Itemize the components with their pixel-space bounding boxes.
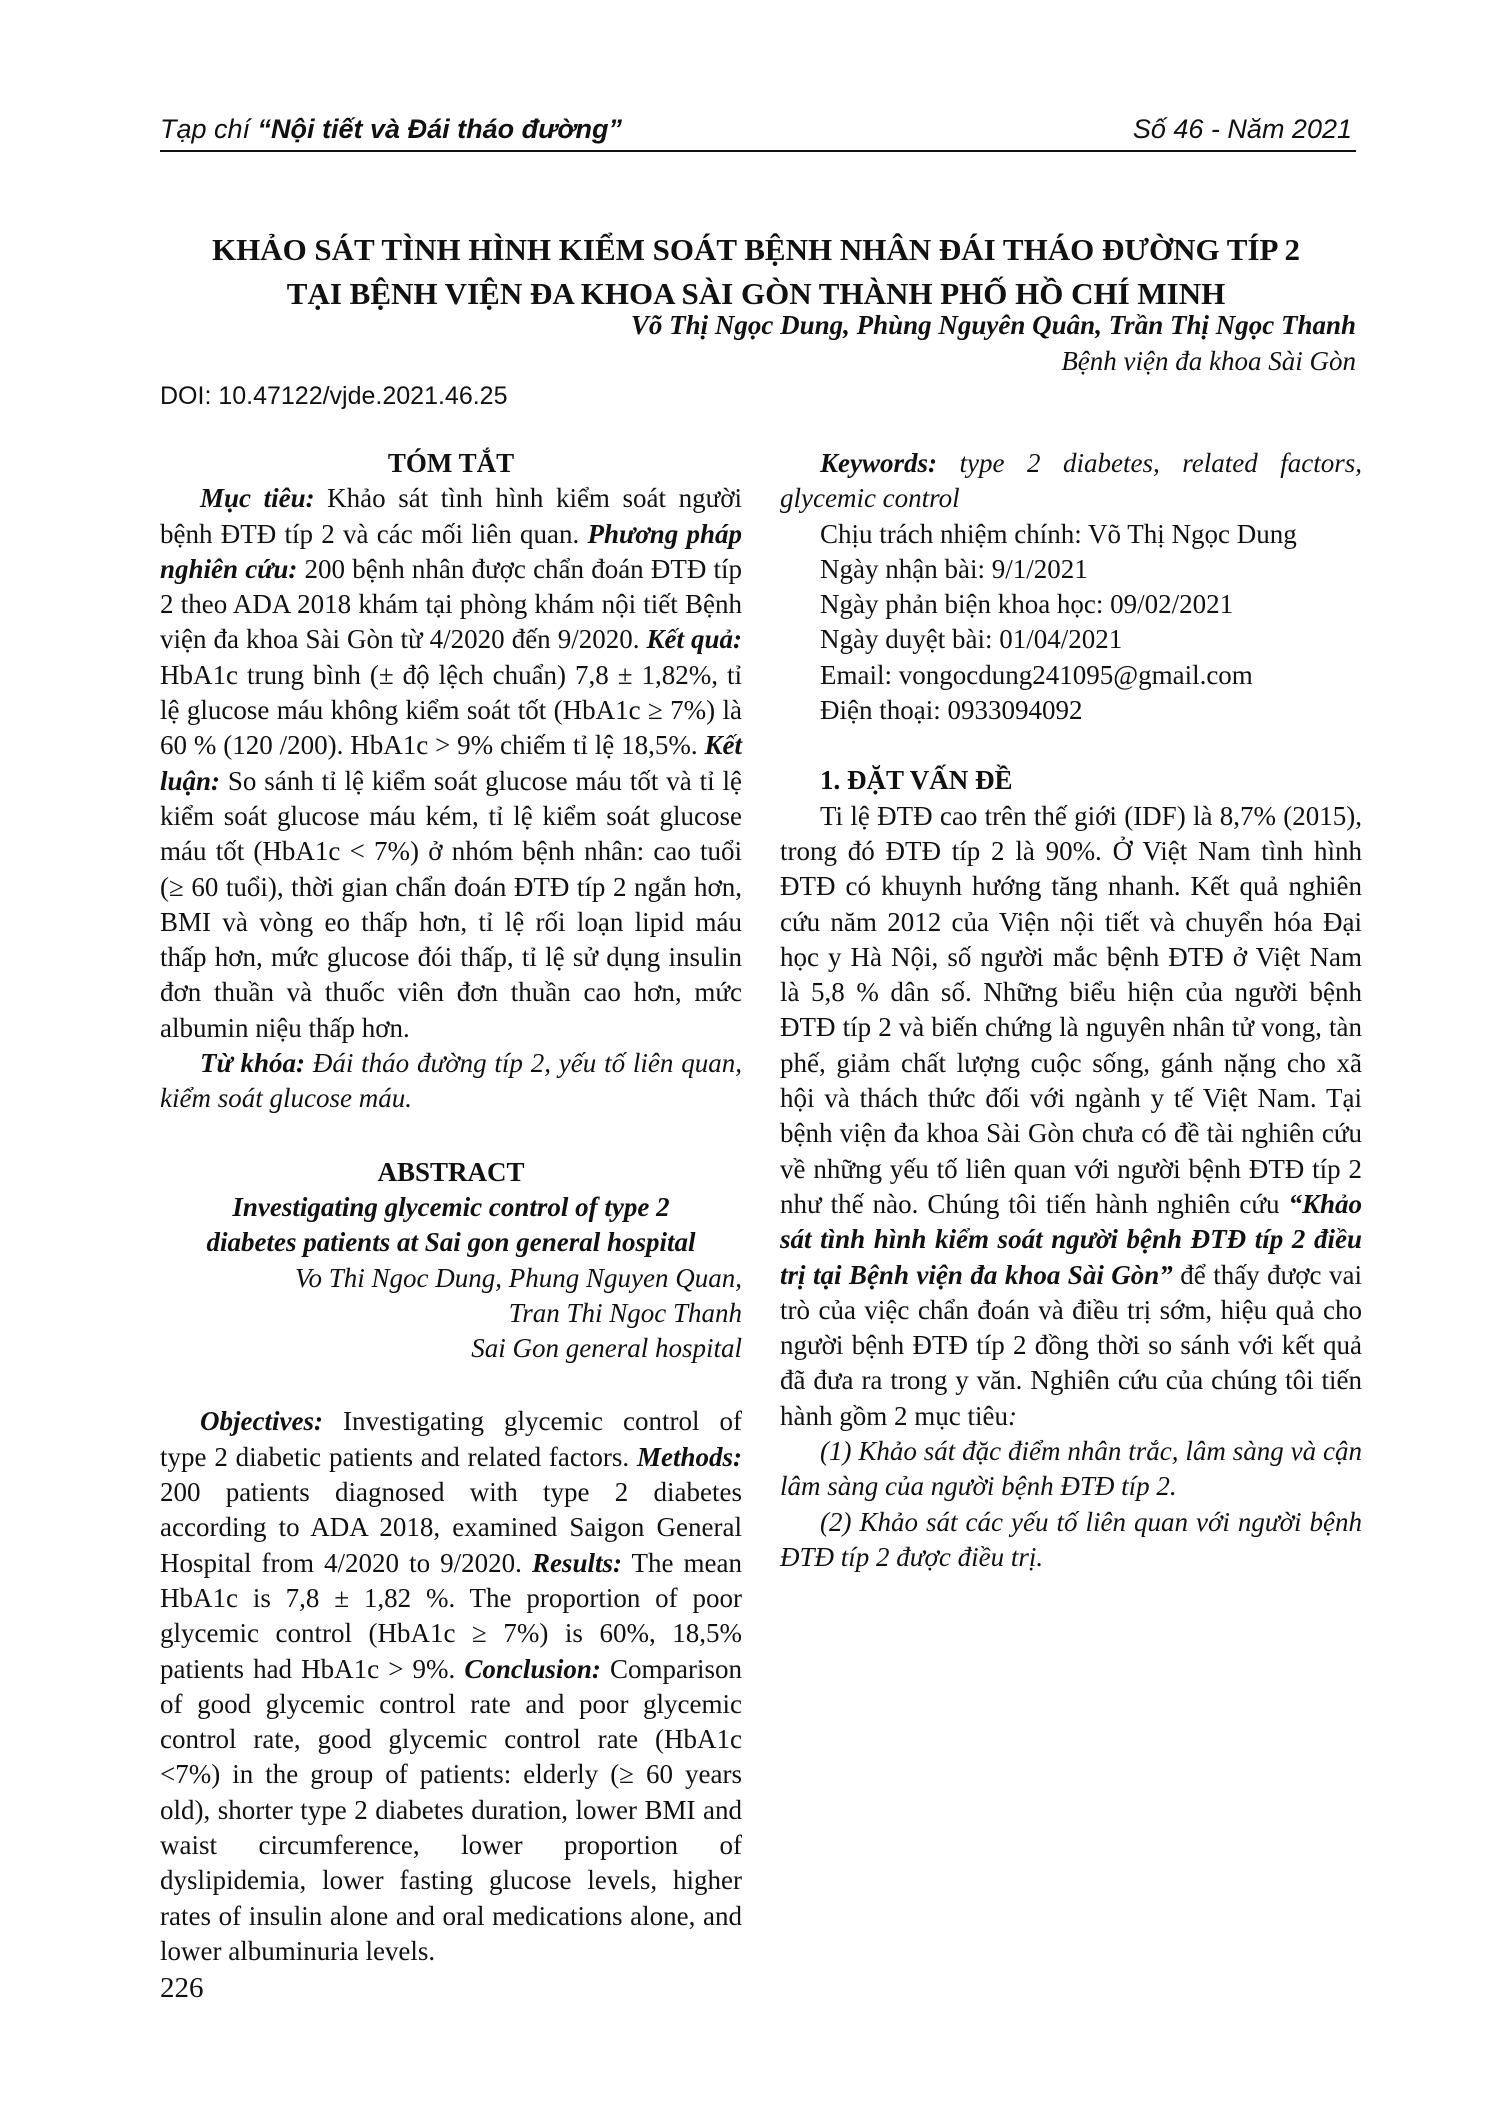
muctieu-text: Khảo sát tình hình kiểm soát người bệnh ĐTĐ típ 2 và các mối liên quan.	[160, 483, 742, 549]
conclusion-label: Conclusion:	[464, 1653, 601, 1684]
affiliation: Bệnh viện đa khoa Sài Gòn	[1061, 346, 1356, 376]
tomtat-body	[160, 481, 742, 1046]
abstract-affiliation: Sai Gon general hospital	[471, 1333, 742, 1364]
abstract-authors-1: Vo Thi Ngoc Dung, Phung Nguyen Quan,	[295, 1262, 742, 1293]
objectives-text: Investigating glycemic control of type 2 diabetic patients and related factors.	[160, 1406, 742, 1472]
journal-title: “Nội tiết và Đái tháo đường”	[257, 114, 622, 144]
section-1-colon: :	[1007, 1400, 1017, 1431]
objective-1: (1) Khảo sát đặc điểm nhân trắc, lâm sàng và cận lâm sàng của người bệnh ĐTĐ típ 2.	[780, 1436, 1362, 1502]
muctieu-label: Mục tiêu:	[200, 483, 315, 514]
contact-email[interactable]: Email: vongocdung241095@gmail.com	[820, 659, 1253, 690]
ppnc-label: Phương pháp nghiên cứu:	[160, 518, 742, 584]
running-header	[160, 112, 1356, 152]
ppnc-text: 200 bệnh nhân được chẩn đoán ĐTĐ típ 2 theo ADA 2018 khám tại phòng khám nội tiết Bệnh viện đa khoa Sài Gòn từ 4/2020 đến 9/2020.	[160, 553, 743, 655]
issue-info: Số 46 - Năm 2021	[1132, 114, 1352, 144]
conclusion-text: Comparison of good glycemic control rate and poor glycemic control rate, good glycemic control rate (HbA1c <7%) in the group of patients: elderly (≥ 60 years old), shorter type 2 diabetes duration, lower BMI and waist circumference, lower proportion of dyslipidemia, lower fasting glucose levels, higher rates of insulin alone and oral medications alone, and lower albuminuria levels.	[160, 1653, 742, 1966]
journal-name	[160, 114, 622, 145]
section-1-para	[780, 799, 1362, 1434]
ketluan-label: Kết luận:	[160, 730, 742, 796]
ketqua-text: HbA1c trung bình (± độ lệch chuẩn) 7,8 ± 1,82%, tỉ lệ glucose máu không kiểm soát tốt (HbA1c ≥ 7%) là 60 % (120 /200). HbA1c > 9% chiếm tỉ lệ 18,5%.	[160, 659, 742, 761]
right-column	[780, 446, 1362, 1575]
objectives-label: Objectives:	[200, 1406, 323, 1437]
contact-phone: Điện thoại: 0933094092	[820, 695, 1083, 726]
tukhoa-label: Từ khóa:	[200, 1048, 305, 1079]
abstract-keywords	[780, 446, 1362, 517]
keywords-label: Keywords:	[820, 448, 937, 478]
abstract-title-1: Investigating glycemic control of type 2	[232, 1191, 670, 1222]
abstract-authors-2: Tran Thi Ngoc Thanh	[508, 1297, 742, 1328]
received-date: Ngày nhận bài: 9/1/2021	[820, 553, 1088, 584]
tomtat-heading: TÓM TẮT	[387, 448, 515, 478]
section-1-tail: để thấy được vai trò của việc chẩn đoán và điều trị sớm, hiệu quả cho người bệnh ĐTĐ típ 2 đồng thời so sánh với kết quả đã đưa ra trong y văn. Nghiên cứu của chúng tôi tiến hành gồm 2 mục tiêu	[780, 1259, 1362, 1431]
study-title-quote: “Khảo sát tình hình kiểm soát người bệnh ĐTĐ típ 2 điều trị tại Bệnh viện đa khoa Sài Gòn”	[780, 1188, 1362, 1290]
section-1-text: Ti lệ ĐTĐ cao trên thế giới (IDF) là 8,7% (2015), trong đó ĐTĐ típ 2 là 90%. Ở Việt Nam tình hình ĐTĐ có khuynh hướng tăng nhanh. Kết quả nghiên cứu năm 2012 của Viện nội tiết và chuyển hóa Đại học y Hà Nội, số người mắc bệnh ĐTĐ ở Việt Nam là 5,8 % dân số. Những biểu hiện của người bệnh ĐTĐ típ 2 và biến chứng là nguyên nhân tử vong, tàn phế, giảm chất lượng cuộc sống, gánh nặng cho xã hội và thách thức đối với ngành y tế Việt Nam. Tại bệnh viện đa khoa Sài Gòn chưa có đề tài nghiên cứu về những yếu tố liên quan với người bệnh ĐTĐ típ 2 như thế nào. Chúng tôi tiến hành nghiên cứu	[780, 800, 1362, 1219]
objective-2: (2) Khảo sát các yếu tố liên quan với người bệnh ĐTĐ típ 2 được điều trị.	[780, 1506, 1362, 1572]
article-title	[150, 228, 1362, 316]
results-label: Results:	[531, 1547, 622, 1578]
abstract-body	[160, 1404, 742, 1969]
journal-prefix: Tạp chí	[160, 114, 258, 144]
accepted-date: Ngày duyệt bài: 01/04/2021	[820, 624, 1123, 655]
methods-label: Methods:	[636, 1441, 742, 1472]
keywords-text: type 2 diabetes, related factors, glycemic control	[780, 448, 1362, 514]
ketqua-label: Kết quả:	[646, 624, 742, 655]
abstract-title-2: diabetes patients at Sai gon general hospital	[206, 1227, 696, 1258]
title-line-2: TẠI BỆNH VIỆN ĐA KHOA SÀI GÒN THÀNH PHỐ HỒ CHÍ MINH	[286, 276, 1226, 311]
abstract-heading: ABSTRACT	[377, 1156, 525, 1187]
tukhoa-text: Đái tháo đường típ 2, yếu tố liên quan, kiểm soát glucose máu.	[160, 1048, 742, 1114]
review-date: Ngày phản biện khoa học: 09/02/2021	[820, 589, 1234, 620]
responsible-author: Chịu trách nhiệm chính: Võ Thị Ngọc Dung	[820, 518, 1297, 549]
methods-text: 200 patients diagnosed with type 2 diabetes according to ADA 2018, examined Saigon General Hospital from 4/2020 to 9/2020.	[160, 1477, 742, 1578]
page-number: 226	[160, 1972, 204, 2004]
authors: Võ Thị Ngọc Dung, Phùng Nguyên Quân, Trần Thị Ngọc Thanh	[630, 310, 1356, 340]
ketluan-text: So sánh tỉ lệ kiểm soát glucose máu tốt và tỉ lệ kiểm soát glucose máu kém, tỉ lệ kiểm soát glucose máu tốt (HbA1c < 7%) ở nhóm bệnh nhân: cao tuổi (≥ 60 tuổi), thời gian chẩn đoán ĐTĐ típ 2 ngắn hơn, BMI và vòng eo thấp hơn, tỉ lệ rối loạn lipid máu thấp hơn, mức glucose đói thấp, tỉ lệ sử dụng insulin đơn thuần và thuốc viên đơn thuần cao hơn, mức albumin niệu thấp hơn.	[160, 765, 742, 1043]
tomtat-keywords	[160, 1046, 742, 1117]
section-1-heading: 1. ĐẶT VẤN ĐỀ	[820, 765, 1013, 796]
title-line-1: KHẢO SÁT TÌNH HÌNH KIỂM SOÁT BỆNH NHÂN ĐÁI THÁO ĐƯỜNG TÍP 2	[211, 232, 1301, 267]
doi: DOI: 10.47122/vjde.2021.46.25	[160, 382, 508, 410]
results-text: The mean HbA1c is 7,8 ± 1,82 %. The proportion of poor glycemic control (HbA1c ≥ 7%) is 60%, 18,5% patients had HbA1c > 9%.	[160, 1547, 743, 1684]
left-column	[160, 446, 742, 1969]
